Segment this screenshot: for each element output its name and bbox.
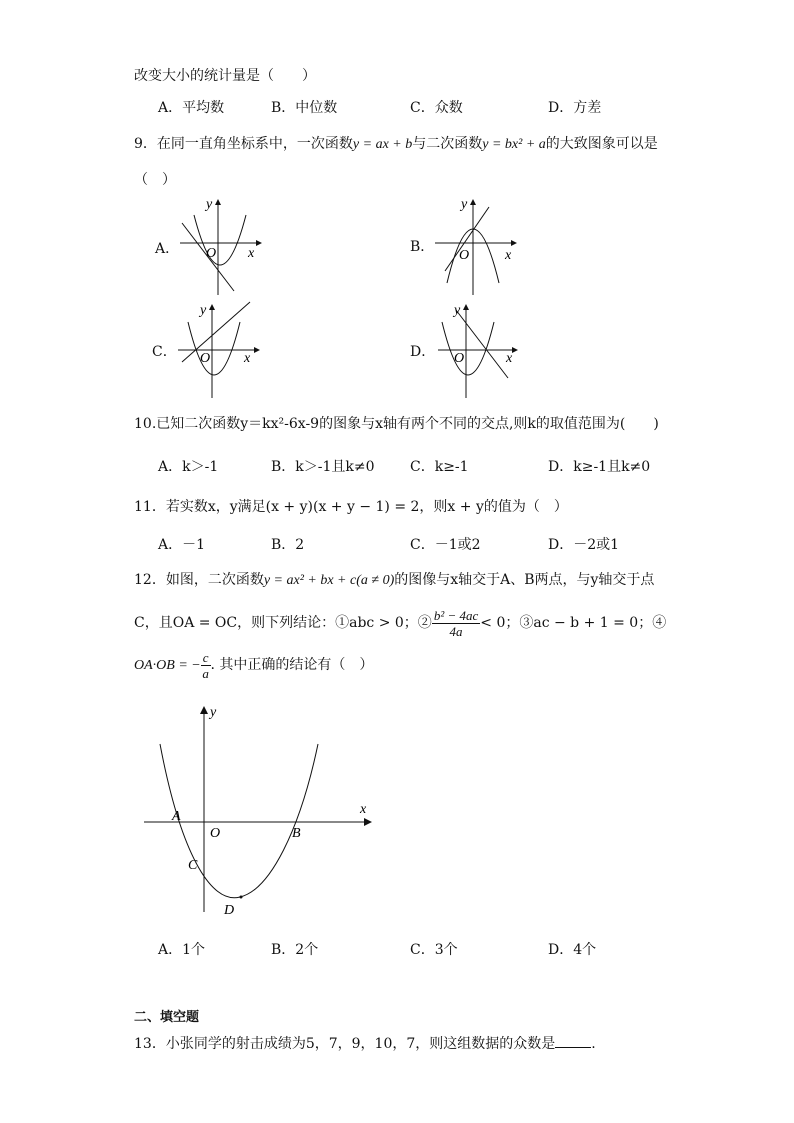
parabola bbox=[160, 744, 318, 898]
q9-expr1: y = ax + b bbox=[352, 137, 413, 152]
q9-label-d: D． bbox=[410, 344, 436, 360]
graph-label-b: B bbox=[292, 826, 301, 841]
q11-option-a: A．－1 bbox=[158, 537, 206, 553]
q13-tail: . bbox=[591, 1036, 596, 1052]
x-axis-arrow bbox=[512, 347, 518, 353]
q11-option-d: D．－2或1 bbox=[548, 537, 620, 553]
q12-option-c: C．3个 bbox=[410, 942, 458, 958]
q13-stem bbox=[134, 1033, 596, 1054]
parabola bbox=[194, 215, 246, 265]
q11-stem: 11．若实数x，y满足(x + y)(x + y − 1) = 2，则x + y的值为（ ） bbox=[134, 499, 568, 515]
y-axis-arrow bbox=[200, 706, 208, 714]
axis-x-label: x bbox=[244, 351, 251, 366]
graph-label-a: A bbox=[172, 809, 181, 824]
q10-option-d: D．k≥-1且k≠0 bbox=[548, 459, 651, 475]
q9-graph-b bbox=[425, 195, 525, 300]
q10-option-a: A．k＞-1 bbox=[158, 459, 219, 475]
section-title: 二、填空题 bbox=[134, 1010, 200, 1025]
q9-label-a: A． bbox=[155, 241, 180, 257]
origin-label: O bbox=[206, 246, 217, 261]
q12-line2-a: C，且OA = OC，则下列结论：①abc > 0；② bbox=[134, 615, 432, 631]
axis-y-label: y bbox=[461, 197, 468, 212]
y-axis-arrow bbox=[463, 304, 469, 310]
q12-frac-den: 4a bbox=[449, 623, 463, 639]
x-axis-arrow bbox=[256, 240, 262, 246]
q9-label-b: B． bbox=[410, 239, 435, 255]
q12-frac-num: b² − 4ac bbox=[433, 607, 479, 623]
parabola bbox=[442, 322, 494, 375]
graph-label-c: C bbox=[188, 858, 198, 873]
q12-frac2-num: c bbox=[202, 649, 209, 665]
x-axis-arrow bbox=[254, 347, 260, 353]
q8-option-d: D．方差 bbox=[548, 100, 602, 116]
q12-fraction-2 bbox=[201, 650, 211, 681]
y-axis-arrow bbox=[209, 304, 215, 310]
q12-line1-b: 的图像与x轴交于A、B两点，与y轴交于点 bbox=[394, 572, 655, 588]
origin-label: O bbox=[454, 351, 465, 366]
q9-graph-d bbox=[428, 298, 528, 403]
graph-label-y: y bbox=[210, 705, 217, 720]
q9-graph-c bbox=[168, 298, 268, 403]
q12-graph bbox=[140, 700, 380, 925]
q9-paren: （ ） bbox=[134, 172, 176, 188]
q11-option-c: C．－1或2 bbox=[410, 537, 481, 553]
q12-line2 bbox=[134, 606, 666, 640]
q11-option-b: B．2 bbox=[271, 537, 305, 553]
q12-line1 bbox=[134, 570, 654, 591]
q8-option-a: A．平均数 bbox=[158, 100, 225, 116]
q9-stem bbox=[134, 134, 658, 155]
q8-option-b: B．中位数 bbox=[271, 100, 338, 116]
q9-tail: 的大致图象可以是 bbox=[545, 136, 658, 152]
graph-label-d: D bbox=[224, 903, 235, 918]
q12-line3 bbox=[134, 648, 373, 683]
q8-option-c: C．众数 bbox=[410, 100, 463, 116]
q9-expr2: y = bx² + a bbox=[482, 137, 546, 152]
q9-graph-a bbox=[170, 195, 270, 300]
y-axis-arrow bbox=[470, 199, 476, 205]
q13-answer-blank[interactable] bbox=[555, 1033, 591, 1048]
straight-line bbox=[456, 310, 508, 378]
q12-line1-a: 12．如图，二次函数 bbox=[134, 572, 264, 588]
q12-line2-b: < 0；③ac − b + 1 = 0；④ bbox=[480, 615, 667, 631]
x-axis-arrow bbox=[511, 240, 517, 246]
y-axis-arrow bbox=[215, 199, 221, 205]
q12-frac2-den: a bbox=[202, 665, 209, 681]
graph-label-o: O bbox=[210, 826, 221, 841]
q12-option-b: B．2个 bbox=[271, 942, 319, 958]
q10-option-c: C．k≥-1 bbox=[410, 459, 469, 475]
q10-stem: 10.已知二次函数y＝kx²-6x-9的图象与x轴有两个不同的交点,则k的取值范围为( ) bbox=[134, 416, 659, 432]
axis-y-label: y bbox=[206, 197, 213, 212]
q12-fraction bbox=[432, 608, 480, 639]
x-axis-arrow bbox=[364, 818, 372, 826]
axis-x-label: x bbox=[248, 246, 255, 261]
q12-option-d: D．4个 bbox=[548, 942, 597, 958]
axis-x-label: x bbox=[505, 248, 512, 263]
q8-stem-tail: 改变大小的统计量是（ ） bbox=[134, 68, 316, 84]
axis-y-label: y bbox=[454, 303, 461, 318]
origin-label: O bbox=[459, 248, 470, 263]
axis-x-label: x bbox=[506, 351, 513, 366]
q9-stem-text: 9．在同一直角坐标系中，一次函数 bbox=[134, 136, 353, 152]
q12-line1-expr: y = ax² + bx + c(a ≠ 0) bbox=[263, 573, 395, 588]
q9-label-c: C． bbox=[152, 344, 177, 360]
graph-label-x: x bbox=[360, 802, 367, 817]
q12-option-a: A．1个 bbox=[158, 942, 206, 958]
vertex-point bbox=[240, 896, 243, 899]
q9-mid: 与二次函数 bbox=[412, 136, 483, 152]
q12-line3-a: OA·OB = − bbox=[134, 658, 201, 673]
q10-option-b: B．k＞-1且k≠0 bbox=[271, 459, 375, 475]
origin-label: O bbox=[200, 351, 211, 366]
axis-y-label: y bbox=[200, 303, 207, 318]
parabola bbox=[188, 322, 240, 375]
q13-stem-text: 13．小张同学的射击成绩为5，7，9，10，7，则这组数据的众数是 bbox=[134, 1036, 556, 1052]
straight-line bbox=[182, 302, 250, 362]
q12-line3-b: . 其中正确的结论有（ ） bbox=[210, 657, 374, 673]
